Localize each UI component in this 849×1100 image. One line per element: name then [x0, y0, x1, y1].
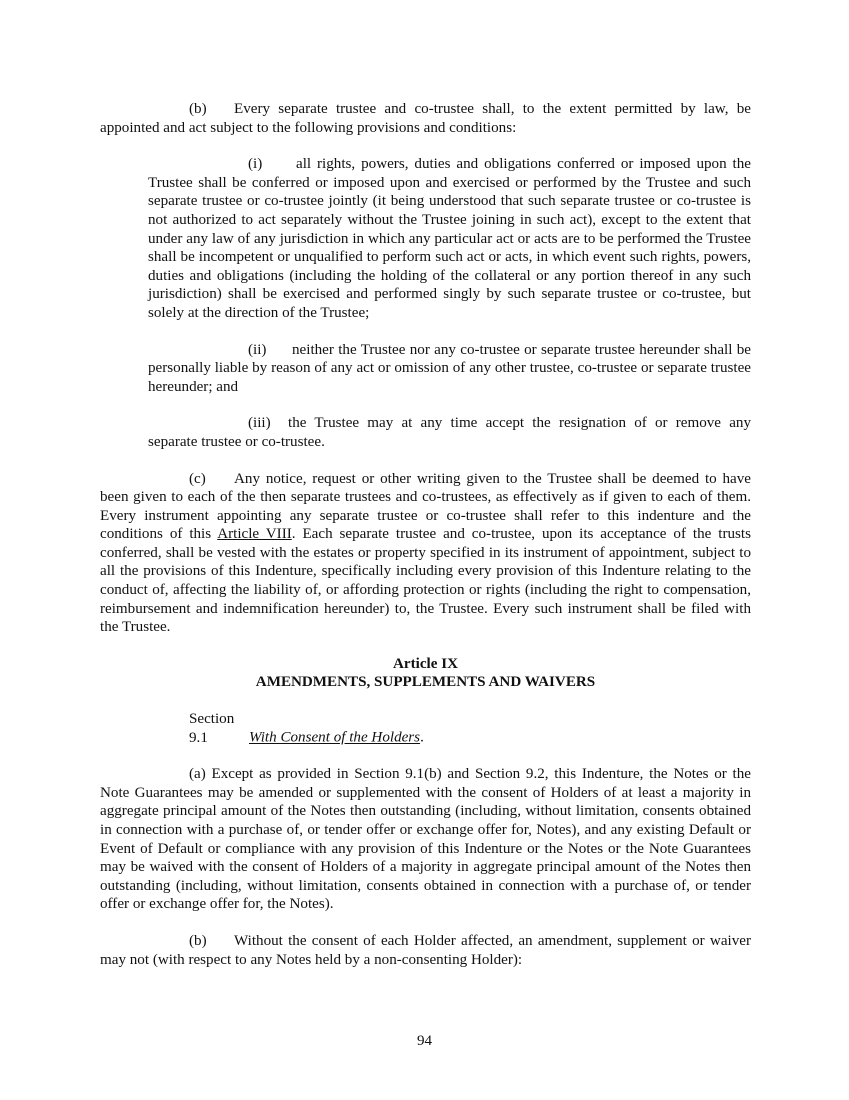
subparagraph-text: the Trustee may at any time accept the resignation of or remove any separate trustee or co-trustee.: [148, 415, 751, 450]
section-paragraph-b: [100, 932, 751, 969]
paragraph-c-notices: [100, 470, 751, 637]
subparagraph-text: neither the Trustee nor any co-trustee or separate trustee hereunder shall be personally liable by reason of any act or omission of any other trustee, co-trustee or separate trustee hereunder; and: [148, 341, 751, 395]
page-number: 94: [416, 1033, 433, 1049]
paragraph-marker: (c): [189, 470, 206, 487]
section-heading: [189, 710, 751, 747]
subparagraph-i: [148, 155, 751, 322]
article-viii-reference: Article VIII: [217, 526, 292, 543]
paragraph-text: (a) Except as provided in Section 9.1(b) and Section 9.2, this Indenture, the Notes or the Note Guarantees may be amended or supplemented with the consent of Holders of at least a majority in aggregate principal amount of the Notes then outstanding (including, without limitation, consents obtained in connection with a purchase of, or tender offer or exchange offer for, Notes), and any existing Default or Event of Default or compliance with any provision of this Indenture or the Notes or the Note Guarantees may be waived with the consent of Holders of a majority in aggregate principal amount of the Notes then outstanding (including, without limitation, consents obtained in connection with a purchase of, or tender offer or exchange offer for, the Notes).: [100, 766, 751, 913]
paragraph-marker: (b): [189, 932, 207, 949]
paragraph-text-before: Any notice, request or other writing given to the Trustee shall be deemed to have been given to each of the then separate trustees and co-trustees, as effectively as if given to each of them. Every instrument appointing any separate trustee or co-trustee shall refer to this indenture and the conditions of this: [100, 470, 751, 543]
paragraph-text: Every separate trustee and co-trustee shall, to the extent permitted by law, be appointed and act subject to the following provisions and conditions:: [100, 101, 751, 136]
document-page: [100, 100, 751, 987]
subparagraph-marker: (iii): [248, 415, 271, 432]
subparagraph-marker: (i): [248, 156, 263, 173]
subparagraph-marker: (ii): [248, 341, 267, 358]
paragraph-b-trustee-appointment: [100, 100, 751, 137]
section-number: Section 9.1: [189, 711, 235, 746]
paragraph-text-after: . Each separate trustee and co-trustee, upon its acceptance of the trusts conferred, shall be vested with the estates or property specified in its instrument of appointment, subject to all the provisions of this Indenture, specifically including every provision of this Indenture relating to the conduct of, affecting the liability of, or affording protection or rights (including the right to compensation, reimbursement and indemnification hereunder) to, the Trustee. Every such instrument shall be filed with the Trustee.: [100, 526, 751, 636]
subparagraph-iii: [148, 414, 751, 451]
subparagraph-ii: [148, 341, 751, 397]
section-title: With Consent of the Holders: [249, 729, 421, 746]
subparagraph-text: all rights, powers, duties and obligations conferred or imposed upon the Trustee shall be conferred or imposed upon and exercised or performed by the Trustee and such separate trustee or co-trustee jointly (it being understood that such separate trustee or co-trustee is not authorized to act separately without the Trustee joining in such act), except to the extent that under any law of any jurisdiction in which any particular act or acts are to be performed the Trustee shall be incompetent or unqualified to perform such act or acts, in which event such rights, powers, duties and obligations (including the holding of the collateral or any portion thereof in any such jurisdiction) shall be exercised and performed singly by such separate trustee or co-trustee, but solely at the direction of the Trustee;: [148, 156, 751, 321]
article-number: Article IX: [393, 655, 458, 672]
article-heading: [100, 655, 751, 692]
section-paragraph-a: [100, 765, 751, 914]
section-title-period: .: [420, 729, 424, 746]
paragraph-text: Without the consent of each Holder affected, an amendment, supplement or waiver may not (with respect to any Notes held by a non-consenting Holder):: [100, 932, 751, 968]
paragraph-marker: (b): [189, 101, 207, 117]
article-title: AMENDMENTS, SUPPLEMENTS AND WAIVERS: [255, 674, 596, 691]
